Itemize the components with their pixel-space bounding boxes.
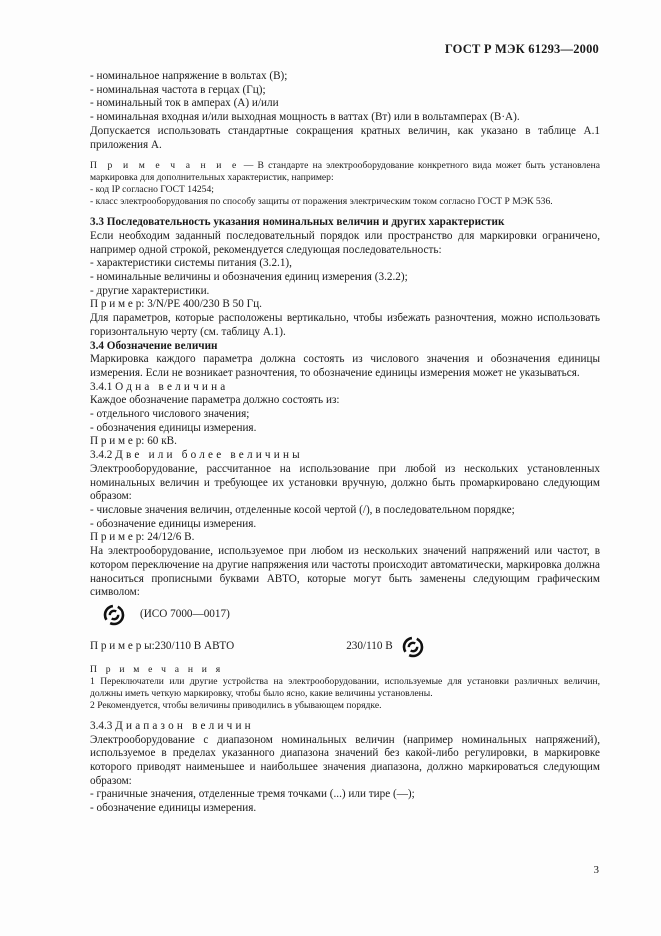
paragraph: Для параметров, которые расположены вертикально, чтобы избежать разночтения, можно использовать горизонтальную черту (см. таблицу А.1).	[90, 312, 600, 338]
example-value: 60 кВ.	[147, 435, 177, 448]
paragraph: Маркировка каждого параметра должна состоять из числового значения и обозначения единицы измерения. Если не возникает разночтения, то обозначение единицы измерения может не указываться.	[90, 353, 600, 379]
example-b: 230/110 В	[346, 640, 393, 653]
subsection-title: Диапазон величин	[115, 719, 254, 732]
note-text: — В стандарте на электрооборудование конкретного вида может быть установлена маркировка для дополнительных характеристик, например:	[90, 160, 600, 184]
example-line	[90, 435, 600, 449]
list-item: - характеристики системы питания (3.2.1),	[90, 257, 292, 270]
auto-switch-symbol-icon	[102, 603, 126, 627]
examples-label: П р и м е р ы:	[90, 640, 155, 653]
note-item: 1 Переключатели или другие устройства на электрооборудовании, используемые для установки различных величин, должны иметь четкую маркировку, чтобы было ясно, какие величины установлены.	[90, 675, 600, 699]
paragraph: Если необходим заданный последовательный порядок или пространство для маркировки ограничено, например одной строкой, рекомендуется следующая последовательность:	[90, 229, 600, 256]
list-item: - номинальный ток в амперах (А) и/или	[90, 97, 279, 110]
list-item: - номинальные величины и обозначения единиц измерения (3.2.2);	[90, 271, 408, 284]
note-block-1	[90, 160, 600, 208]
list-item: - обозначения единицы измерения.	[90, 421, 257, 434]
example-value: 24/12/6 В.	[147, 531, 195, 544]
list-item: - отдельного числового значения;	[90, 408, 250, 421]
paragraph: Электрооборудование, рассчитанное на использование при любой из нескольких установленных номинальных величин и требующее их установки вручную, должно быть промаркировано следующим образом:	[90, 462, 600, 503]
subsection-title: Одна величина	[115, 380, 229, 393]
list-item: - обозначение единицы измерения.	[90, 802, 257, 815]
example-label: П р и м е р:	[90, 298, 148, 311]
page-number: 3	[593, 864, 599, 876]
auto-switch-symbol-icon	[401, 635, 425, 659]
notes-label: П р и м е ч а н и я	[90, 663, 224, 675]
example-line	[90, 298, 600, 312]
note-item: - код IP согласно ГОСТ 14254;	[90, 184, 214, 196]
note-item: - класс электрооборудования по способу защиты от поражения электрическим током согласно ГОСТ Р МЭК 536.	[90, 196, 553, 208]
section-heading-3-3: 3.3 Последовательность указания номинальных величин и других характеристик	[90, 216, 505, 229]
example-line	[90, 531, 600, 545]
list-units	[90, 70, 600, 125]
example-value: 3/N/PE 400/230 В 50 Гц.	[147, 298, 262, 311]
paragraph: На электрооборудование, используемое при любом из нескольких значений напряжений или частот, в котором переключение на другие напряжения или частоты происходит автоматически, маркировка должна наноситься прописными буквами АВТО, которые могут быть заменены следующим графическим символом:	[90, 545, 600, 599]
document-body	[90, 70, 600, 816]
symbol-row	[90, 600, 600, 630]
subsection-heading-3-4-3: 3.4.3 Диапазон величин	[90, 719, 254, 732]
note-item: 2 Рекомендуется, чтобы величины приводились в убывающем порядке.	[90, 699, 382, 711]
symbol-reference: (ИСО 7000—0017)	[140, 608, 230, 621]
list-item: - числовые значения величин, отделенные косой чертой (/), в последовательном порядке;	[90, 503, 515, 516]
section-heading-3-4: 3.4 Обозначение величин	[90, 339, 218, 352]
list-item: - номинальная частота в герцах (Гц);	[90, 83, 266, 96]
example-label: П р и м е р:	[90, 531, 148, 544]
list-item: - граничные значения, отделенные тремя точками (...) или тире (—);	[90, 788, 415, 801]
standard-header: ГОСТ Р МЭК 61293—2000	[444, 42, 599, 56]
paragraph: Электрооборудование с диапазоном номинальных величин (например номинальных напряжений), используемое в пределах указанного диапазона значений без какой-либо регулировки, в маркировке которого приводят наименьшее и наибольшее значения диапазона, должно маркироваться следующим образом:	[90, 733, 600, 787]
note-label: П р и м е ч а н и е	[90, 160, 240, 172]
subsection-title: Две или более величины	[115, 449, 303, 462]
example-label: П р и м е р:	[90, 435, 148, 448]
subsection-heading-3-4-2: 3.4.2 Две или более величины	[90, 449, 303, 462]
subsection-heading-3-4-1: 3.4.1 Одна величина	[90, 380, 229, 393]
paragraph: Каждое обозначение параметра должно состоять из:	[90, 394, 340, 407]
note-block-2	[90, 664, 600, 712]
paragraph-abbrev: Допускается использовать стандартные сокращения кратных величин, как указано в таблице А.1 приложения А.	[90, 124, 600, 151]
examples-row	[90, 630, 600, 664]
list-item: - номинальное напряжение в вольтах (В);	[90, 70, 288, 82]
example-a: 230/110 В АВТО	[154, 640, 235, 653]
list-item: - обозначение единицы измерения.	[90, 517, 257, 530]
list-item: - номинальная входная и/или выходная мощность в ваттах (Вт) или в вольтамперах (В·А).	[90, 111, 520, 124]
list-item: - другие характеристики.	[90, 284, 210, 297]
